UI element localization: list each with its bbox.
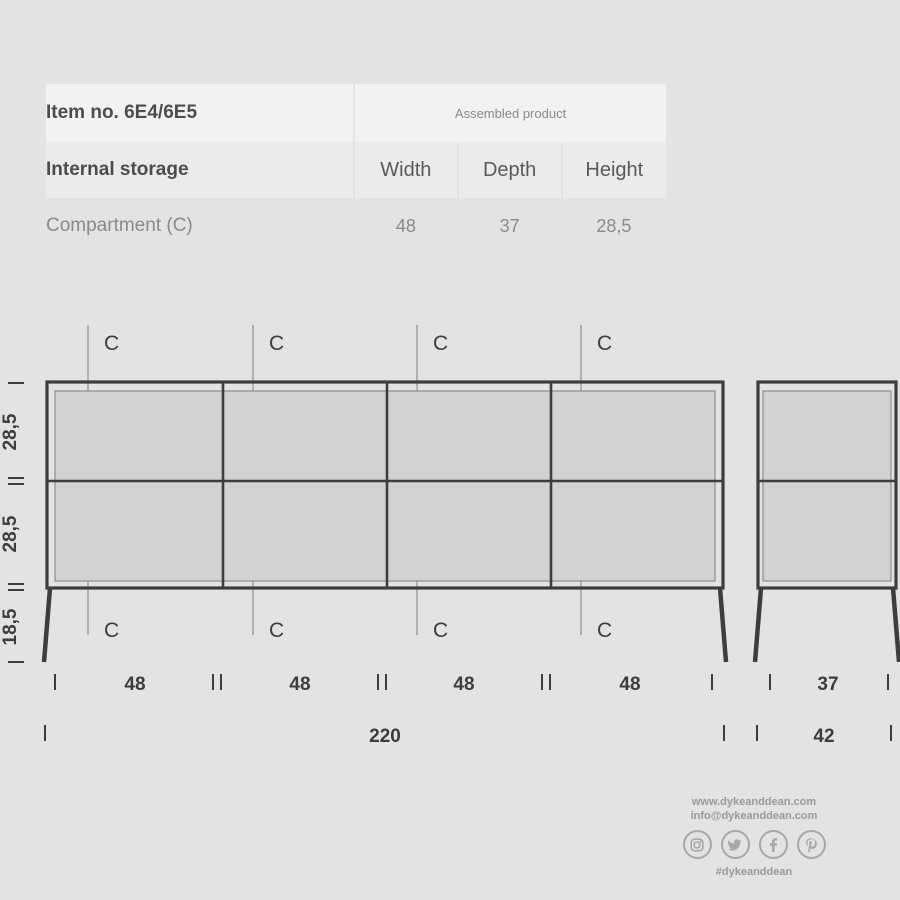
column-header-width: Width [354, 142, 457, 198]
dim-total-width: 220 [369, 726, 401, 747]
column-header-height: Height [562, 142, 666, 198]
technical-drawing [0, 290, 900, 770]
dim-bay-3: 48 [453, 674, 475, 695]
letter-c-top-4: C [597, 332, 613, 355]
internal-storage-label: Internal storage [46, 142, 354, 198]
table-row-title [46, 84, 666, 142]
letter-c-top-2: C [269, 332, 285, 355]
item-number-label: Item no. 6E4/6E5 [46, 84, 354, 142]
dim-bay-2: 48 [289, 674, 311, 695]
side-view [755, 382, 899, 662]
letter-c-top-1: C [104, 332, 120, 355]
instagram-icon[interactable] [683, 830, 712, 859]
dim-height-top: 28,5 [0, 413, 21, 451]
cell-compartment-height: 28,5 [596, 215, 632, 236]
twitter-icon[interactable] [721, 830, 750, 859]
table-row [46, 198, 666, 254]
dim-height-bottom: 28,5 [0, 515, 21, 553]
front-view [44, 382, 726, 662]
total-dimension-ticks [45, 725, 891, 741]
letter-c-bottom-4: C [597, 619, 613, 642]
assembled-product-label: Assembled product [354, 84, 666, 142]
letter-c-top-3: C [433, 332, 449, 355]
facebook-icon[interactable] [759, 830, 788, 859]
website-link[interactable]: www.dykeanddean.com [691, 796, 817, 808]
row-label-compartment: Compartment (C) [46, 215, 193, 236]
hashtag-label: #dykeanddean [715, 866, 793, 878]
table-row-headers [46, 142, 666, 198]
dim-total-depth: 42 [813, 726, 835, 747]
letter-c-bottom-2: C [269, 619, 285, 642]
footer [634, 795, 874, 878]
dim-leg-height: 18,5 [0, 608, 21, 646]
cell-compartment-depth: 37 [499, 215, 520, 236]
dim-bay-1: 48 [124, 674, 146, 695]
email-link[interactable]: info@dykeanddean.com [690, 810, 818, 822]
dim-side-depth: 37 [817, 674, 839, 695]
social-links [634, 830, 874, 859]
letter-c-bottom-3: C [433, 619, 449, 642]
cell-compartment-width: 48 [395, 215, 416, 236]
specification-table [46, 84, 666, 254]
contact-block [634, 795, 874, 823]
dim-bay-4: 48 [619, 674, 641, 695]
pinterest-icon[interactable] [797, 830, 826, 859]
column-header-depth: Depth [458, 142, 562, 198]
letter-c-bottom-1: C [104, 619, 120, 642]
